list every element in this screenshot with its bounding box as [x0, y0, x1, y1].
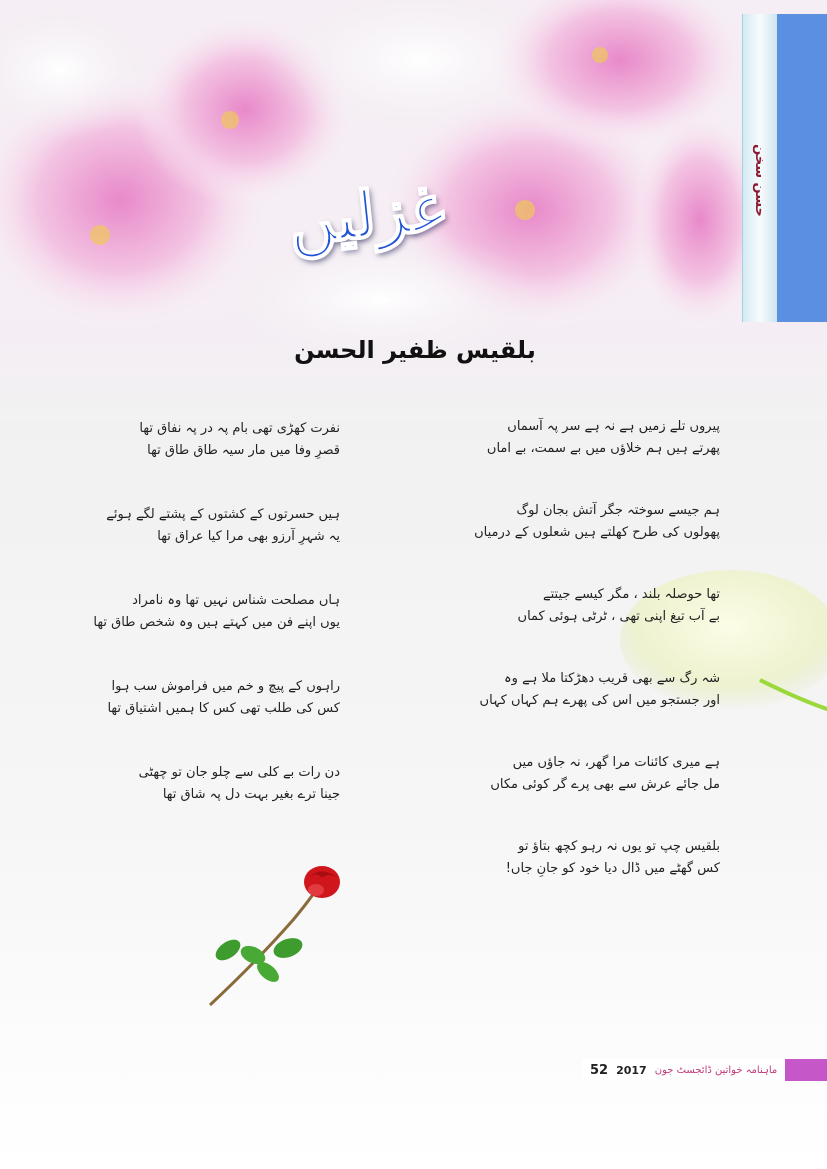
- section-label: [742, 120, 776, 240]
- verse-line: پیروں تلے زمیں ہے نہ ہے سر پہ آسماں: [507, 419, 720, 434]
- verse-line: جینا ترے بغیر بہت دل پہ شاق تھا: [162, 787, 340, 802]
- page-title-text: غزلیں: [284, 169, 448, 261]
- verse-line: تھا حوصلہ بلند ، مگر کیسے جیتتے: [542, 587, 720, 602]
- verse-line: ہاں مصلحت شناس نہیں تھا وہ نامراد: [132, 593, 340, 608]
- footer-info: [582, 1059, 785, 1081]
- stanza: [90, 418, 340, 462]
- verse-line: پھولوں کی طرح کھلتے ہیں شعلوں کے درمیاں: [474, 525, 720, 540]
- footer-year: 2017: [616, 1063, 647, 1077]
- verse-line: راہوں کے پیچ و خم میں فراموش سب ہوا: [111, 679, 340, 694]
- stanza: [430, 416, 720, 460]
- stanza: [430, 500, 720, 544]
- verse-line: ہم جیسے سوختہ جگر آتش بجان لوگ: [516, 503, 720, 518]
- verse-line: ہے میری کائنات مرا گھر، نہ جاؤں میں: [512, 755, 720, 770]
- verse-line: یہ شہرِ آرزو بھی مرا کیا عراق تھا: [157, 529, 340, 544]
- ghazal-left-column: [90, 418, 340, 848]
- rose-image: [198, 860, 358, 1020]
- verse-line: بلقیس چپ تو یوں نہ رہو کچھ بتاؤ تو: [518, 839, 720, 854]
- stanza: [430, 836, 720, 880]
- page-title: [276, 150, 456, 280]
- stanza: [430, 668, 720, 712]
- stanza: [90, 676, 340, 720]
- verse-line: قصرِ وفا میں مار سیہ طاق طاق تھا: [147, 443, 340, 458]
- verse-line: شہ رگ سے بھی قریب دھڑکتا ملا ہے وہ: [504, 671, 720, 686]
- verse-line: بے آب تیغ اپنی تھی ، ٹرٹی ہوئی کماں: [517, 609, 720, 624]
- side-color-strip: [777, 14, 827, 322]
- verse-line: اور جستجو میں اس کی پھرے ہم کہاں کہاں: [479, 693, 720, 708]
- verse-line: کس کی طلب تھی کس کا ہمیں اشتیاق تھا: [107, 701, 340, 716]
- stanza: [90, 762, 340, 806]
- stanza: [430, 584, 720, 628]
- ghazal-right-column: [430, 416, 720, 920]
- verse-line: مل جائے عرش سے بھی پرے گر کوئی مکاں: [490, 777, 720, 792]
- stanza: [90, 590, 340, 634]
- verse-line: پھرتے ہیں ہم خلاؤں میں بے سمت، بے اماں: [486, 441, 720, 456]
- stanza: [90, 504, 340, 548]
- footer-bar: [582, 1059, 827, 1081]
- verse-line: نفرت کھڑی تھی بام پہ در پہ نفاق تھا: [139, 421, 340, 436]
- page-number: 52: [590, 1062, 609, 1078]
- verse-line: کس گھٹے میں ڈال دیا خود کو جانِ جاں!: [505, 861, 720, 876]
- verse-line: ہیں حسرتوں کے کشتوں کے پشتے لگے ہوئے: [106, 507, 340, 522]
- page-footer: [582, 1056, 827, 1084]
- verse-line: دن رات بے کلی سے چلو جان تو چھٹی: [138, 765, 340, 780]
- magazine-name: ماہنامہ خواتین ڈائجسٹ جون: [654, 1064, 778, 1076]
- verse-line: یوں اپنے فن میں کہتے ہیں وہ شخص طاق تھا: [93, 615, 340, 630]
- poet-name: بلقیس ظفیر الحسن: [294, 336, 536, 364]
- section-label-text: حسن سخن: [751, 143, 767, 217]
- stanza: [430, 752, 720, 796]
